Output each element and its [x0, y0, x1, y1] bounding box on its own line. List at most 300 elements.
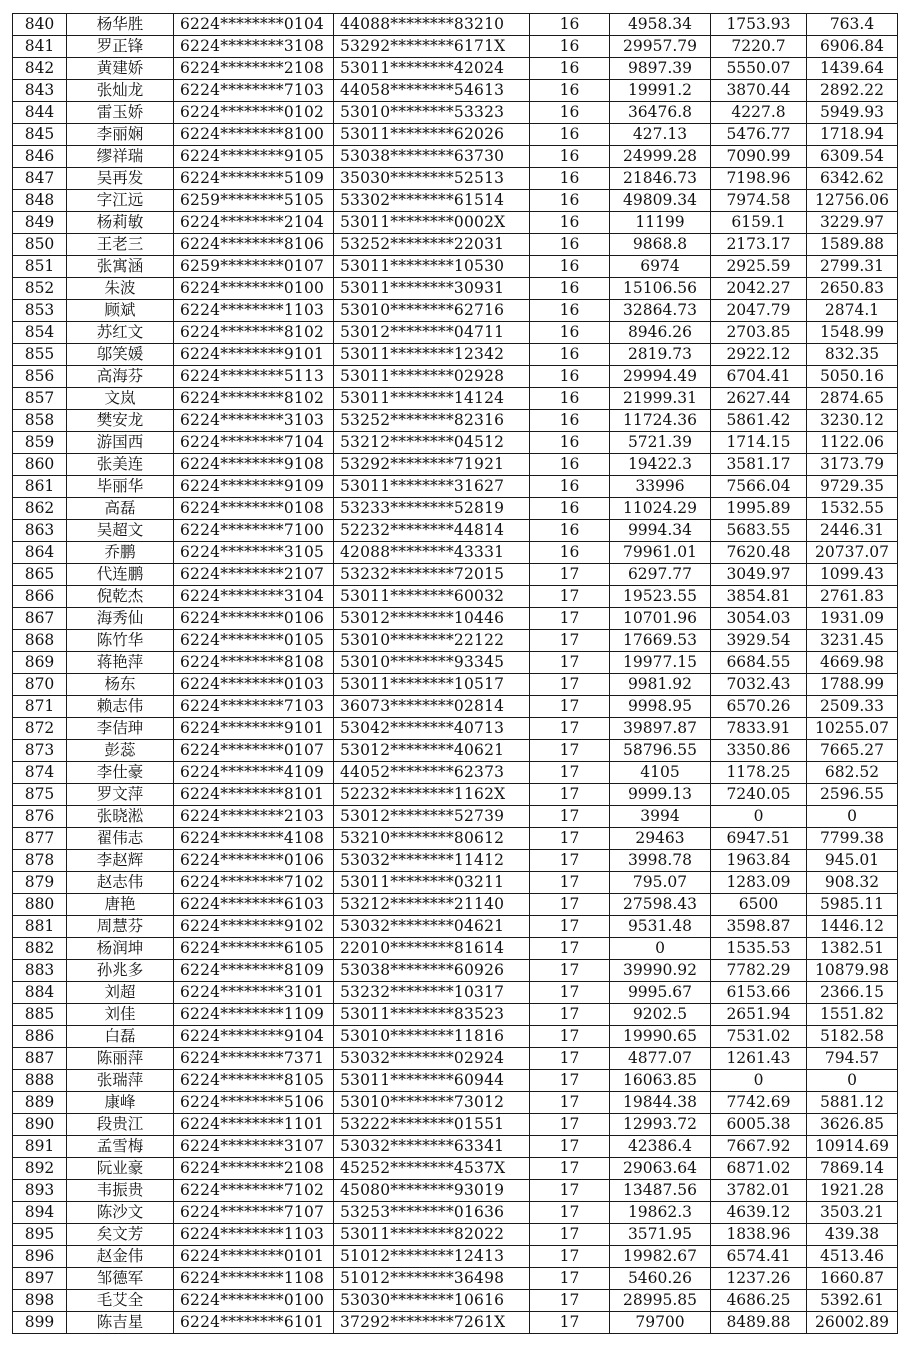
bank-card-number-cell: 6224********3104 — [174, 586, 334, 608]
amount-3-cell: 2761.83 — [807, 586, 898, 608]
name-cell: 韦振贵 — [67, 1180, 174, 1202]
table-row — [13, 1246, 898, 1268]
id-number-cell: 52232********44814 — [334, 520, 530, 542]
row-number-cell: 841 — [13, 36, 67, 58]
id-number-cell: 53030********10616 — [334, 1290, 530, 1312]
group-number-cell: 17 — [530, 564, 610, 586]
row-number-cell: 845 — [13, 124, 67, 146]
id-number-cell: 53011********60944 — [334, 1070, 530, 1092]
amount-1-cell: 4105 — [610, 762, 711, 784]
id-number-cell: 53011********83523 — [334, 1004, 530, 1026]
table-row — [13, 80, 898, 102]
name-cell: 张晓淞 — [67, 806, 174, 828]
name-cell: 张灿龙 — [67, 80, 174, 102]
table-row — [13, 564, 898, 586]
bank-card-number-cell: 6224********8108 — [174, 652, 334, 674]
table-row — [13, 124, 898, 146]
table-row — [13, 256, 898, 278]
bank-card-number-cell: 6224********7102 — [174, 1180, 334, 1202]
id-number-cell: 53038********63730 — [334, 146, 530, 168]
group-number-cell: 16 — [530, 322, 610, 344]
id-number-cell: 53010********73012 — [334, 1092, 530, 1114]
amount-3-cell: 5392.61 — [807, 1290, 898, 1312]
amount-1-cell: 9897.39 — [610, 58, 711, 80]
amount-1-cell: 19523.55 — [610, 586, 711, 608]
amount-2-cell: 4639.12 — [711, 1202, 807, 1224]
name-cell: 赵金伟 — [67, 1246, 174, 1268]
amount-2-cell: 3870.44 — [711, 80, 807, 102]
amount-3-cell: 3503.21 — [807, 1202, 898, 1224]
group-number-cell: 16 — [530, 454, 610, 476]
row-number-cell: 868 — [13, 630, 67, 652]
amount-3-cell: 3230.12 — [807, 410, 898, 432]
amount-2-cell: 1838.96 — [711, 1224, 807, 1246]
table-row — [13, 168, 898, 190]
name-cell: 毕丽华 — [67, 476, 174, 498]
amount-2-cell: 1283.09 — [711, 872, 807, 894]
id-number-cell: 53012********40621 — [334, 740, 530, 762]
amount-1-cell: 9202.5 — [610, 1004, 711, 1026]
amount-1-cell: 16063.85 — [610, 1070, 711, 1092]
group-number-cell: 17 — [530, 1202, 610, 1224]
amount-2-cell: 2651.94 — [711, 1004, 807, 1026]
id-number-cell: 53011********14124 — [334, 388, 530, 410]
group-number-cell: 16 — [530, 36, 610, 58]
amount-3-cell: 7869.14 — [807, 1158, 898, 1180]
amount-2-cell: 2925.59 — [711, 256, 807, 278]
amount-2-cell: 2703.85 — [711, 322, 807, 344]
bank-card-number-cell: 6224********8101 — [174, 784, 334, 806]
name-cell: 张美连 — [67, 454, 174, 476]
row-number-cell: 855 — [13, 344, 67, 366]
name-cell: 黄建娇 — [67, 58, 174, 80]
name-cell: 朱波 — [67, 278, 174, 300]
amount-3-cell: 10914.69 — [807, 1136, 898, 1158]
amount-3-cell: 2650.83 — [807, 278, 898, 300]
row-number-cell: 859 — [13, 432, 67, 454]
amount-3-cell: 1589.88 — [807, 234, 898, 256]
table-row — [13, 960, 898, 982]
table-row — [13, 916, 898, 938]
amount-1-cell: 9994.34 — [610, 520, 711, 542]
bank-card-number-cell: 6224********1103 — [174, 1224, 334, 1246]
id-number-cell: 53010********93345 — [334, 652, 530, 674]
table-row — [13, 476, 898, 498]
row-number-cell: 875 — [13, 784, 67, 806]
amount-2-cell: 2627.44 — [711, 388, 807, 410]
id-number-cell: 53212********21140 — [334, 894, 530, 916]
table-row — [13, 14, 898, 36]
id-number-cell: 53011********42024 — [334, 58, 530, 80]
row-number-cell: 882 — [13, 938, 67, 960]
id-number-cell: 53252********82316 — [334, 410, 530, 432]
bank-card-number-cell: 6224********3107 — [174, 1136, 334, 1158]
table-row — [13, 718, 898, 740]
id-number-cell: 53032********04621 — [334, 916, 530, 938]
row-number-cell: 866 — [13, 586, 67, 608]
amount-3-cell: 5985.11 — [807, 894, 898, 916]
bank-card-number-cell: 6224********3103 — [174, 410, 334, 432]
amount-2-cell: 2922.12 — [711, 344, 807, 366]
amount-3-cell: 1718.94 — [807, 124, 898, 146]
bank-card-number-cell: 6224********8102 — [174, 322, 334, 344]
bank-card-number-cell: 6224********8105 — [174, 1070, 334, 1092]
row-number-cell: 840 — [13, 14, 67, 36]
name-cell: 高磊 — [67, 498, 174, 520]
id-number-cell: 53011********10530 — [334, 256, 530, 278]
amount-2-cell: 7833.91 — [711, 718, 807, 740]
amount-2-cell: 7090.99 — [711, 146, 807, 168]
amount-3-cell: 908.32 — [807, 872, 898, 894]
name-cell: 翟伟志 — [67, 828, 174, 850]
amount-1-cell: 6297.77 — [610, 564, 711, 586]
amount-2-cell: 3598.87 — [711, 916, 807, 938]
amount-3-cell: 2366.15 — [807, 982, 898, 1004]
amount-3-cell: 6906.84 — [807, 36, 898, 58]
amount-2-cell: 1753.93 — [711, 14, 807, 36]
amount-2-cell: 8489.88 — [711, 1312, 807, 1334]
row-number-cell: 897 — [13, 1268, 67, 1290]
name-cell: 游国西 — [67, 432, 174, 454]
row-number-cell: 869 — [13, 652, 67, 674]
id-number-cell: 51012********36498 — [334, 1268, 530, 1290]
bank-card-number-cell: 6224********1101 — [174, 1114, 334, 1136]
bank-card-number-cell: 6224********7104 — [174, 432, 334, 454]
amount-3-cell: 2874.65 — [807, 388, 898, 410]
amount-1-cell: 4958.34 — [610, 14, 711, 36]
name-cell: 阮业豪 — [67, 1158, 174, 1180]
group-number-cell: 17 — [530, 652, 610, 674]
amount-2-cell: 0 — [711, 806, 807, 828]
id-number-cell: 37292********7261X — [334, 1312, 530, 1334]
name-cell: 雷玉娇 — [67, 102, 174, 124]
bank-card-number-cell: 6224********5106 — [174, 1092, 334, 1114]
amount-2-cell: 6871.02 — [711, 1158, 807, 1180]
id-number-cell: 53222********01551 — [334, 1114, 530, 1136]
name-cell: 李赵辉 — [67, 850, 174, 872]
id-number-cell: 53011********62026 — [334, 124, 530, 146]
amount-1-cell: 58796.55 — [610, 740, 711, 762]
amount-1-cell: 5460.26 — [610, 1268, 711, 1290]
table-row — [13, 1136, 898, 1158]
amount-1-cell: 9995.67 — [610, 982, 711, 1004]
amount-2-cell: 2047.79 — [711, 300, 807, 322]
table-row — [13, 1224, 898, 1246]
amount-3-cell: 10879.98 — [807, 960, 898, 982]
row-number-cell: 851 — [13, 256, 67, 278]
id-number-cell: 53011********31627 — [334, 476, 530, 498]
id-number-cell: 36073********02814 — [334, 696, 530, 718]
group-number-cell: 16 — [530, 410, 610, 432]
table-row — [13, 806, 898, 828]
amount-2-cell: 6005.38 — [711, 1114, 807, 1136]
amount-3-cell: 945.01 — [807, 850, 898, 872]
table-row — [13, 1268, 898, 1290]
table-row — [13, 1092, 898, 1114]
row-number-cell: 898 — [13, 1290, 67, 1312]
bank-card-number-cell: 6224********3105 — [174, 542, 334, 564]
table-row — [13, 894, 898, 916]
amount-3-cell: 10255.07 — [807, 718, 898, 740]
bank-card-number-cell: 6224********7103 — [174, 80, 334, 102]
amount-3-cell: 5881.12 — [807, 1092, 898, 1114]
bank-card-number-cell: 6224********0107 — [174, 740, 334, 762]
row-number-cell: 858 — [13, 410, 67, 432]
group-number-cell: 17 — [530, 1180, 610, 1202]
id-number-cell: 53010********22122 — [334, 630, 530, 652]
row-number-cell: 895 — [13, 1224, 67, 1246]
row-number-cell: 854 — [13, 322, 67, 344]
group-number-cell: 17 — [530, 696, 610, 718]
group-number-cell: 17 — [530, 1158, 610, 1180]
amount-1-cell: 33996 — [610, 476, 711, 498]
name-cell: 张瑞萍 — [67, 1070, 174, 1092]
bank-card-number-cell: 6224********2108 — [174, 1158, 334, 1180]
id-number-cell: 53010********11816 — [334, 1026, 530, 1048]
amount-1-cell: 19422.3 — [610, 454, 711, 476]
amount-2-cell: 2173.17 — [711, 234, 807, 256]
id-number-cell: 44058********54613 — [334, 80, 530, 102]
id-number-cell: 53012********52739 — [334, 806, 530, 828]
name-cell: 邹德军 — [67, 1268, 174, 1290]
name-cell: 陈丽萍 — [67, 1048, 174, 1070]
bank-card-number-cell: 6224********0100 — [174, 278, 334, 300]
id-number-cell: 35030********52513 — [334, 168, 530, 190]
table-row — [13, 146, 898, 168]
name-cell: 杨润坤 — [67, 938, 174, 960]
id-number-cell: 53011********82022 — [334, 1224, 530, 1246]
bank-card-number-cell: 6224********9102 — [174, 916, 334, 938]
name-cell: 孙兆多 — [67, 960, 174, 982]
amount-2-cell: 5683.55 — [711, 520, 807, 542]
amount-3-cell: 0 — [807, 806, 898, 828]
bank-card-number-cell: 6224********7371 — [174, 1048, 334, 1070]
id-number-cell: 53032********02924 — [334, 1048, 530, 1070]
group-number-cell: 17 — [530, 1048, 610, 1070]
amount-2-cell: 7220.7 — [711, 36, 807, 58]
id-number-cell: 42088********43331 — [334, 542, 530, 564]
row-number-cell: 896 — [13, 1246, 67, 1268]
amount-1-cell: 3998.78 — [610, 850, 711, 872]
amount-1-cell: 13487.56 — [610, 1180, 711, 1202]
id-number-cell: 53032********11412 — [334, 850, 530, 872]
amount-1-cell: 17669.53 — [610, 630, 711, 652]
group-number-cell: 16 — [530, 234, 610, 256]
row-number-cell: 850 — [13, 234, 67, 256]
group-number-cell: 17 — [530, 674, 610, 696]
amount-1-cell: 19862.3 — [610, 1202, 711, 1224]
amount-2-cell: 6500 — [711, 894, 807, 916]
amount-1-cell: 9981.92 — [610, 674, 711, 696]
name-cell: 文岚 — [67, 388, 174, 410]
bank-card-number-cell: 6224********8106 — [174, 234, 334, 256]
group-number-cell: 16 — [530, 212, 610, 234]
row-number-cell: 891 — [13, 1136, 67, 1158]
amount-2-cell: 1261.43 — [711, 1048, 807, 1070]
amount-2-cell: 3049.97 — [711, 564, 807, 586]
bank-card-number-cell: 6224********9109 — [174, 476, 334, 498]
group-number-cell: 16 — [530, 432, 610, 454]
amount-3-cell: 6309.54 — [807, 146, 898, 168]
amount-3-cell: 5182.58 — [807, 1026, 898, 1048]
id-number-cell: 53012********10446 — [334, 608, 530, 630]
bank-card-number-cell: 6224********5109 — [174, 168, 334, 190]
table-row — [13, 740, 898, 762]
amount-3-cell: 1548.99 — [807, 322, 898, 344]
table-row — [13, 366, 898, 388]
amount-1-cell: 427.13 — [610, 124, 711, 146]
id-number-cell: 53302********61514 — [334, 190, 530, 212]
bank-card-number-cell: 6224********2104 — [174, 212, 334, 234]
row-number-cell: 885 — [13, 1004, 67, 1026]
name-cell: 代连鹏 — [67, 564, 174, 586]
name-cell: 顾斌 — [67, 300, 174, 322]
row-number-cell: 893 — [13, 1180, 67, 1202]
amount-3-cell: 2874.1 — [807, 300, 898, 322]
amount-1-cell: 6974 — [610, 256, 711, 278]
amount-3-cell: 9729.35 — [807, 476, 898, 498]
amount-2-cell: 1535.53 — [711, 938, 807, 960]
id-number-cell: 53011********03211 — [334, 872, 530, 894]
row-number-cell: 862 — [13, 498, 67, 520]
bank-card-number-cell: 6224********1103 — [174, 300, 334, 322]
amount-1-cell: 79961.01 — [610, 542, 711, 564]
group-number-cell: 17 — [530, 960, 610, 982]
amount-2-cell: 7531.02 — [711, 1026, 807, 1048]
group-number-cell: 17 — [530, 586, 610, 608]
name-cell: 杨莉敏 — [67, 212, 174, 234]
table-row — [13, 1202, 898, 1224]
name-cell: 赖志伟 — [67, 696, 174, 718]
amount-2-cell: 0 — [711, 1070, 807, 1092]
id-number-cell: 44052********62373 — [334, 762, 530, 784]
bank-card-number-cell: 6224********4108 — [174, 828, 334, 850]
amount-1-cell: 9868.8 — [610, 234, 711, 256]
amount-1-cell: 19977.15 — [610, 652, 711, 674]
id-number-cell: 53011********0002X — [334, 212, 530, 234]
table-row — [13, 454, 898, 476]
row-number-cell: 894 — [13, 1202, 67, 1224]
amount-3-cell: 0 — [807, 1070, 898, 1092]
row-number-cell: 874 — [13, 762, 67, 784]
group-number-cell: 17 — [530, 850, 610, 872]
amount-3-cell: 5949.93 — [807, 102, 898, 124]
bank-card-number-cell: 6224********7107 — [174, 1202, 334, 1224]
amount-2-cell: 5550.07 — [711, 58, 807, 80]
amount-3-cell: 3173.79 — [807, 454, 898, 476]
group-number-cell: 16 — [530, 190, 610, 212]
amount-3-cell: 3229.97 — [807, 212, 898, 234]
amount-2-cell: 6704.41 — [711, 366, 807, 388]
row-number-cell: 879 — [13, 872, 67, 894]
name-cell: 周慧芬 — [67, 916, 174, 938]
amount-1-cell: 29063.64 — [610, 1158, 711, 1180]
group-number-cell: 17 — [530, 1092, 610, 1114]
amount-1-cell: 49809.34 — [610, 190, 711, 212]
table-row — [13, 982, 898, 1004]
bank-card-number-cell: 6224********0106 — [174, 608, 334, 630]
row-number-cell: 856 — [13, 366, 67, 388]
row-number-cell: 877 — [13, 828, 67, 850]
group-number-cell: 16 — [530, 14, 610, 36]
amount-3-cell: 1446.12 — [807, 916, 898, 938]
amount-3-cell: 1122.06 — [807, 432, 898, 454]
table-row — [13, 1004, 898, 1026]
group-number-cell: 17 — [530, 1246, 610, 1268]
group-number-cell: 16 — [530, 520, 610, 542]
name-cell: 吴超文 — [67, 520, 174, 542]
amount-2-cell: 1963.84 — [711, 850, 807, 872]
amount-3-cell: 2596.55 — [807, 784, 898, 806]
amount-1-cell: 39897.87 — [610, 718, 711, 740]
id-number-cell: 22010********81614 — [334, 938, 530, 960]
amount-3-cell: 12756.06 — [807, 190, 898, 212]
name-cell: 海秀仙 — [67, 608, 174, 630]
bank-card-number-cell: 6224********0101 — [174, 1246, 334, 1268]
row-number-cell: 870 — [13, 674, 67, 696]
table-row — [13, 1312, 898, 1334]
amount-3-cell: 794.57 — [807, 1048, 898, 1070]
amount-1-cell: 5721.39 — [610, 432, 711, 454]
amount-2-cell: 1995.89 — [711, 498, 807, 520]
bank-card-number-cell: 6224********7102 — [174, 872, 334, 894]
name-cell: 邬笑媛 — [67, 344, 174, 366]
id-number-cell: 53011********12342 — [334, 344, 530, 366]
name-cell: 赵志伟 — [67, 872, 174, 894]
bank-card-number-cell: 6224********9108 — [174, 454, 334, 476]
group-number-cell: 16 — [530, 168, 610, 190]
group-number-cell: 17 — [530, 806, 610, 828]
group-number-cell: 16 — [530, 256, 610, 278]
amount-2-cell: 1714.15 — [711, 432, 807, 454]
row-number-cell: 853 — [13, 300, 67, 322]
id-number-cell: 53210********80612 — [334, 828, 530, 850]
amount-2-cell: 2042.27 — [711, 278, 807, 300]
group-number-cell: 17 — [530, 1268, 610, 1290]
id-number-cell: 53292********71921 — [334, 454, 530, 476]
id-number-cell: 53233********52819 — [334, 498, 530, 520]
group-number-cell: 16 — [530, 366, 610, 388]
table-row — [13, 432, 898, 454]
table-row — [13, 608, 898, 630]
bank-card-number-cell: 6224********0106 — [174, 850, 334, 872]
amount-2-cell: 7667.92 — [711, 1136, 807, 1158]
amount-3-cell: 2892.22 — [807, 80, 898, 102]
name-cell: 刘超 — [67, 982, 174, 1004]
bank-card-number-cell: 6224********9101 — [174, 718, 334, 740]
table-row — [13, 652, 898, 674]
amount-1-cell: 79700 — [610, 1312, 711, 1334]
bank-card-number-cell: 6224********2107 — [174, 564, 334, 586]
amount-3-cell: 6342.62 — [807, 168, 898, 190]
amount-2-cell: 3054.03 — [711, 608, 807, 630]
id-number-cell: 45080********93019 — [334, 1180, 530, 1202]
name-cell: 王老三 — [67, 234, 174, 256]
row-number-cell: 888 — [13, 1070, 67, 1092]
table-row — [13, 1026, 898, 1048]
amount-2-cell: 3929.54 — [711, 630, 807, 652]
row-number-cell: 886 — [13, 1026, 67, 1048]
amount-1-cell: 21846.73 — [610, 168, 711, 190]
name-cell: 陈竹华 — [67, 630, 174, 652]
amount-1-cell: 36476.8 — [610, 102, 711, 124]
table-row — [13, 322, 898, 344]
group-number-cell: 17 — [530, 938, 610, 960]
group-number-cell: 17 — [530, 1312, 610, 1334]
amount-2-cell: 4686.25 — [711, 1290, 807, 1312]
amount-2-cell: 3350.86 — [711, 740, 807, 762]
bank-card-number-cell: 6224********9101 — [174, 344, 334, 366]
